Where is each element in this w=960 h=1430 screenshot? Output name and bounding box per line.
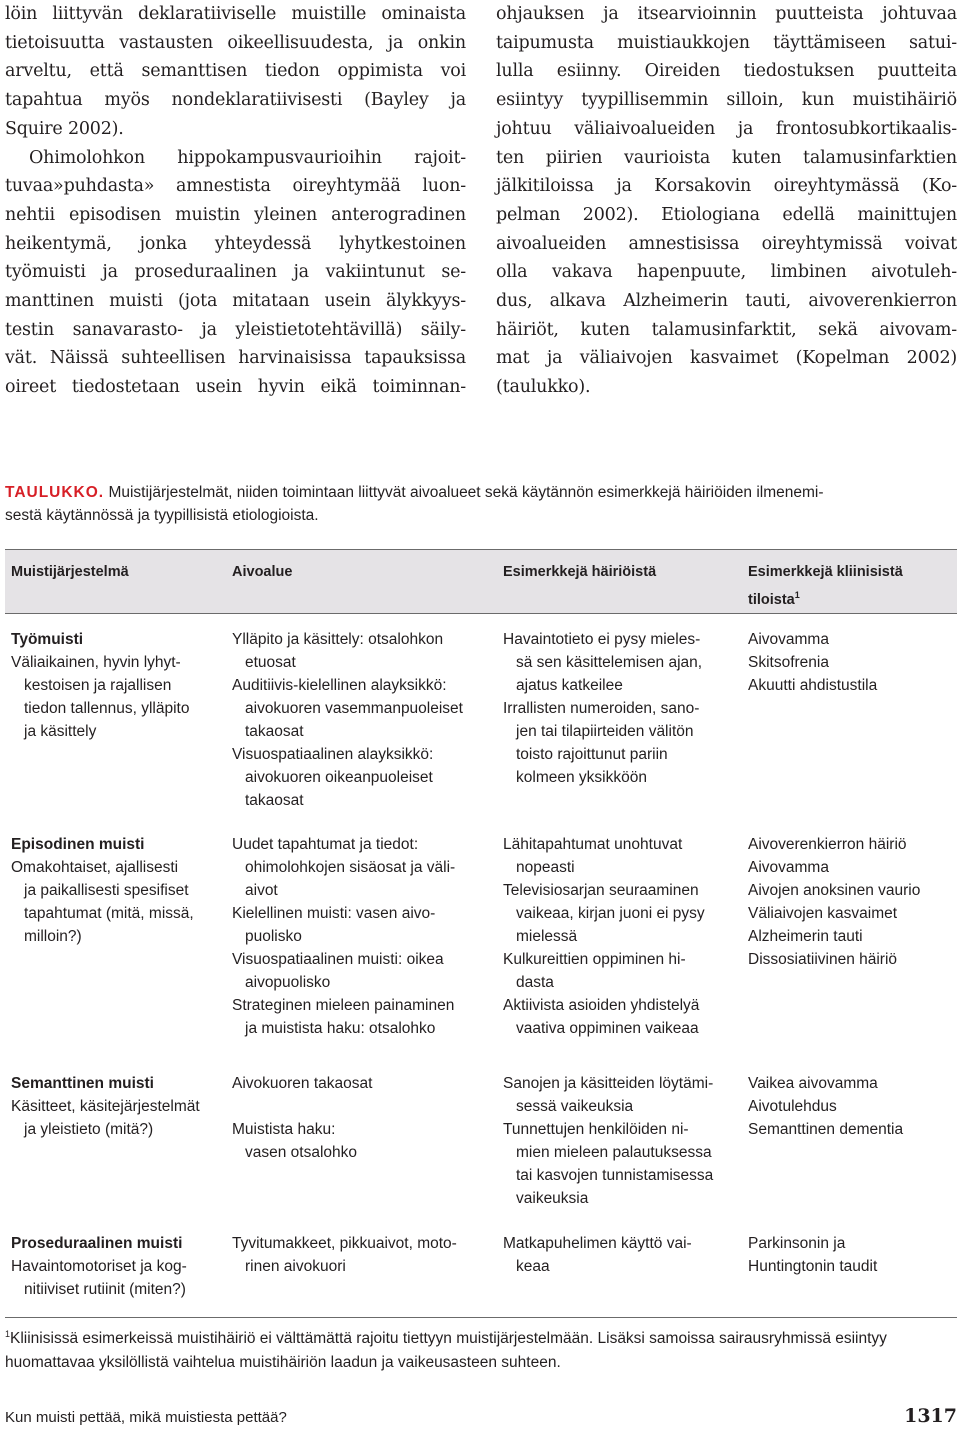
cell-line: takaosat [245,723,304,740]
left-paragraph [5,0,466,402]
cell-line: Huntingtonin taudit [748,1258,878,1275]
cell-line: Havaintomotoriset ja kog- [11,1258,187,1275]
cell-system [11,833,216,948]
cell-clinical [748,833,958,971]
cell-line: Semanttinen dementia [748,1121,904,1138]
cell-line: kestoisen ja rajallisen [24,677,172,694]
cell-area [232,833,487,1040]
text-line: työmuisti ja proseduraalinen ja vakiintunut se- [5,262,466,283]
cell-line: sessä vaikeuksia [516,1098,634,1115]
table-header [5,549,957,614]
cell-line: nitiiviset rutiinit (miten?) [24,1281,186,1298]
text-line: (taulukko). [496,377,591,398]
cell-line: Aivoverenkierron häiriö [748,836,907,853]
cell-line: tai kasvojen tunnistamisessa [516,1167,714,1184]
cell-line: mien mieleen palautuksessa [516,1144,712,1161]
text-line: Squire 2002). [5,118,124,139]
cell-line: Matkapuhelimen käyttö vai- [503,1235,692,1252]
right-paragraph [496,0,957,402]
system-name: Semanttinen muisti [11,1075,154,1092]
cell-line: Aivovamma [748,859,829,876]
cell-line: Aivokuoren takaosat [232,1075,373,1092]
cell-area [232,628,487,812]
cell-line: Tunnettujen henkilöiden ni- [503,1121,689,1138]
text-line: esiintyy tyypillisemmin silloin, kun muistihäiriö [496,90,957,111]
footnote-mark: 1 [5,1329,11,1339]
cell-line: dasta [516,974,554,991]
cell-line: toisto rajoittunut pariin [516,746,668,763]
cell-line: Tyvitumakkeet, pikkuaivot, moto- [232,1235,457,1252]
header-clinical-examples [748,561,958,611]
right-column [496,0,957,402]
cell-system [11,628,216,743]
text-line: oireet tiedostetaan usein hyvin eikä toiminnan- [5,377,466,398]
cell-line: aivokuoren oikeanpuoleiset [245,769,433,786]
text-line: tuvaa»puhdasta» amnestista oireyhtymää luon- [5,176,466,197]
cell-line: ja käsittely [24,723,97,740]
cell-line: ja yleistieto (mitä?) [24,1121,154,1138]
cell-line: milloin?) [24,928,82,945]
cell-line: rinen aivokuori [245,1258,346,1275]
cell-line: Kielellinen muisti: vasen aivo- [232,905,436,922]
cell-line: Käsitteet, käsitejärjestelmät [11,1098,200,1115]
text-line: Ohimolohkon hippokampusvaurioihin rajoit- [29,147,466,168]
cell-line: aivopuolisko [245,974,331,991]
text-line: löin liittyvän deklaratiiviselle muistille ominaista [5,4,466,24]
cell-line: ajatus katkeilee [516,677,623,694]
text-line: vät. Näissä suhteellisen harvinaisissa tapauksissa [5,348,466,369]
text-line: jälkitiloissa ja Korsakovin oireyhtymässä (Ko- [496,176,957,197]
cell-line: vaativa oppiminen vaikeaa [516,1020,699,1037]
cell-line: keaa [516,1258,550,1275]
header-clinical-line2: tiloista [748,591,795,608]
body-text [5,0,957,410]
cell-line: Kulkureittien oppiminen hi- [503,951,686,968]
text-line: johtuu väliaivoalueiden ja frontosubkortikaalis- [496,118,957,139]
cell-line: Televisiosarjan seuraaminen [503,882,699,899]
text-line: aivoalueiden amnestisissa oireyhtymissä voivat [496,233,957,254]
text-line: tietoisuutta vastausten oikeellisuudesta, ja onkin [5,32,466,53]
text-line: olla vakava hapenpuute, limbinen aivotuleh- [496,262,957,283]
text-line: taipumusta muistiaukkojen täyttämiseen satui- [496,32,957,53]
cell-disorders [503,628,733,789]
cell-line: aivot [245,882,278,899]
cell-line: puolisko [245,928,302,945]
cell-line: aivokuoren vasemmanpuoleiset [245,700,463,717]
cell-clinical [748,1232,958,1278]
left-column [5,0,466,402]
footnote-line: Kliinisissä esimerkeissä muistihäiriö ei välttämättä rajoitu tiettyyn muistijärjestelmään. Lisäksi samoissa sairausryhmissä esiintyy [10,1330,887,1348]
caption-label: TAULUKKO. [5,484,105,501]
cell-line: Aivojen anoksinen vaurio [748,882,921,899]
cell-disorders [503,1072,733,1210]
cell-line: Akuutti ahdistustila [748,677,878,694]
cell-line: Muistista haku: [232,1121,336,1138]
running-footer-title: Kun muisti pettää, mikä muistiesta pettää? [5,1409,287,1426]
caption-text-cont: sestä käytännössä ja tyypillisistä etiologioista. [5,507,319,524]
header-memory-system: Muistijärjestelmä [11,564,129,580]
cell-spacer [232,1095,487,1118]
text-line: heikentymä, jonka yhteydessä lyhytkestoinen [5,233,466,254]
system-name: Työmuisti [11,631,84,648]
cell-line: mielessä [516,928,578,945]
text-line: lulla esiinny. Oireiden tiedostuksen puutteita [496,61,957,82]
cell-line: Uudet tapahtumat ja tiedot: [232,836,419,853]
system-name: Proseduraalinen muisti [11,1235,183,1252]
cell-line: ohimolohkojen sisäosat ja väli- [245,859,456,876]
cell-line: vaikeuksia [516,1190,589,1207]
cell-line: vaikeaa, kirjan juoni ei pysy [516,905,705,922]
table-footnote [5,1323,957,1374]
text-line: testin sanavarasto- ja yleistietotehtävillä) säily- [5,319,466,340]
cell-line: vasen otsalohko [245,1144,358,1161]
cell-line: tapahtumat (mitä, missä, [24,905,194,922]
cell-line: Irrallisten numeroiden, sano- [503,700,700,717]
footnote-line: huomattavaa yksilöllistä vaihtelua muistihäiriön laadun ja vaikeusasteen suhteen. [5,1353,561,1371]
cell-line: Aktiivista asioiden yhdistelyä [503,997,700,1014]
text-line: mat ja väliaivojen kasvaimet (Kopelman 2002) [496,348,957,369]
cell-line: Auditiivis-kielellinen alayksikkö: [232,677,447,694]
text-line: nehtii episodisen muistin yleinen anterogradinen [5,204,466,225]
system-name: Episodinen muisti [11,836,145,853]
text-line: arveltu, että semanttisen tiedon oppimista voi [5,61,466,82]
page-number: 1317 [904,1405,957,1427]
text-line: tapahtua myös nondeklaratiivisesti (Bayley ja [5,90,466,111]
cell-line: Omakohtaiset, ajallisesti [11,859,179,876]
text-line: dus, alkava Alzheimerin tauti, aivoverenkierron [496,291,957,312]
cell-line: Ylläpito ja käsittely: otsalohkon [232,631,444,648]
header-brain-area: Aivoalue [232,564,293,580]
cell-line: Visuospatiaalinen muisti: oikea [232,951,444,968]
cell-disorders [503,833,733,1040]
cell-line: Lähitapahtumat unohtuvat [503,836,683,853]
cell-line: Parkinsonin ja [748,1235,846,1252]
cell-line: Havaintotieto ei pysy mieles- [503,631,701,648]
cell-area [232,1232,487,1278]
cell-line: Alzheimerin tauti [748,928,863,945]
cell-system [11,1072,216,1141]
text-line: ten piirien vaurioista kuten talamusinfarktien [496,147,957,168]
cell-line: ja paikallisesti spesifiset [24,882,189,899]
cell-line: Sanojen ja käsitteiden löytämi- [503,1075,714,1092]
cell-line: sä sen käsittelemisen ajan, [516,654,703,671]
cell-line: takaosat [245,792,304,809]
table-caption [5,481,957,527]
cell-clinical [748,1072,958,1141]
header-disorder-examples: Esimerkkejä häiriöistä [503,564,657,580]
cell-line: Visuospatiaalinen alayksikkö: [232,746,434,763]
cell-line: jen tai tilapiirteiden välitön [516,723,694,740]
text-line: häiriöt, kuten talamusinfarktit, sekä aivovam- [496,319,957,340]
cell-line: Väliaikainen, hyvin lyhyt- [11,654,181,671]
text-line: pelman 2002). Etiologiana edellä mainittujen [496,204,957,225]
cell-line: kolmeen yksikköön [516,769,647,786]
footnote-ref: 1 [794,589,800,600]
cell-line: etuosat [245,654,296,671]
caption-text: Muistijärjestelmät, niiden toimintaan liittyvät aivoalueet sekä käytännön esimerkkejä häiriöiden ilmenemi- [108,484,824,501]
cell-line: Dissosiatiivinen häiriö [748,951,898,968]
cell-line: Väliaivojen kasvaimet [748,905,898,922]
table-bottom-rule [5,1317,957,1318]
cell-line: Aivotulehdus [748,1098,837,1115]
header-clinical-line1: Esimerkkejä kliinisistä [748,564,903,580]
text-line: ohjauksen ja itsearvioinnin puutteista johtuvaa [496,4,957,24]
cell-clinical [748,628,958,697]
cell-area [232,1072,487,1164]
cell-line: tiedon tallennus, ylläpito [24,700,190,717]
cell-line: Vaikea aivovamma [748,1075,878,1092]
cell-disorders [503,1232,733,1278]
cell-line: Strateginen mieleen painaminen [232,997,455,1014]
cell-line: ja muistista haku: otsalohko [245,1020,436,1037]
cell-line: Skitsofrenia [748,654,829,671]
text-line: manttinen muisti (jota mitataan usein älykkyys- [5,291,466,312]
cell-system [11,1232,216,1301]
cell-line: Aivovamma [748,631,829,648]
cell-line: nopeasti [516,859,575,876]
memory-systems-table [5,549,957,1298]
